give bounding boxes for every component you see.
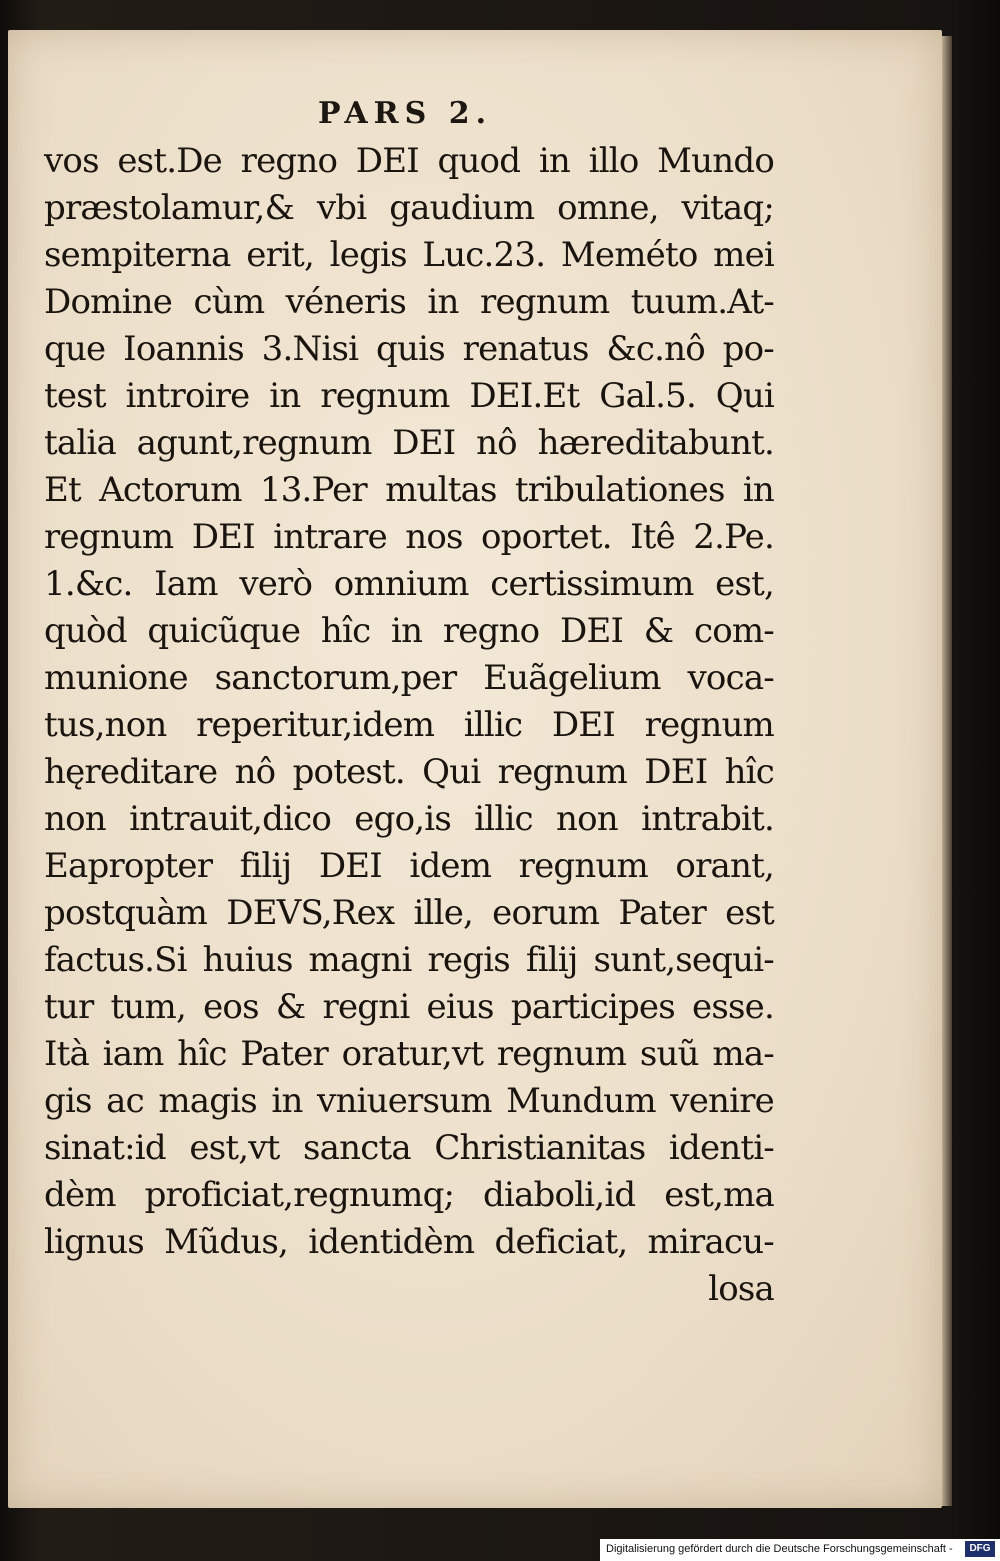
text-line: test introire in regnum DEI.Et Gal.5. Qui [44, 376, 774, 416]
text-line: postquàm DEVS,Rex ille, eorum Pater est [44, 893, 774, 933]
text-line: tus,non reperitur,idem illic DEI regnum [44, 705, 774, 745]
text-line: Ità iam hîc Pater oratur,vt regnum suũ ma- [44, 1034, 774, 1074]
text-line: sinat:id est,vt sancta Christianitas identi- [44, 1128, 774, 1168]
text-line: munione sanctorum,per Euãgelium voca- [44, 658, 774, 698]
text-line: factus.Si huius magni regis filij sunt,sequi- [44, 940, 774, 980]
text-line: tur tum, eos & regni eius participes esse. [44, 987, 774, 1027]
text-line: vos est.De regno DEI quod in illo Mundo [44, 141, 774, 181]
text-line: hęreditare nô potest. Qui regnum DEI hîc [44, 752, 774, 792]
text-line: 1.&c. Iam verò omnium certissimum est, [44, 564, 774, 604]
page-text [44, 138, 774, 1313]
running-header: PARS 2. [318, 96, 493, 131]
text-line: lignus Mũdus, identidèm deficiat, miracu- [44, 1222, 774, 1262]
text-line: que Ioannis 3.Nisi quis renatus &c.nô po- [44, 329, 774, 369]
text-line: talia agunt,regnum DEI nô hæreditabunt. [44, 423, 774, 463]
text-line: Eapropter filij DEI idem regnum orant, [44, 846, 774, 886]
text-line: Et Actorum 13.Per multas tribulationes in [44, 470, 774, 510]
page-edge [942, 36, 952, 1506]
funding-credit: Digitalisierung gefördert durch die Deutsche Forschungsgemeinschaft - [606, 1543, 953, 1555]
text-line: Domine cùm véneris in regnum tuum.At- [44, 282, 774, 322]
text-line: dèm proficiat,regnumq; diaboli,id est,ma [44, 1175, 774, 1215]
catchword: losa [708, 1269, 774, 1309]
dfg-logo: DFG [965, 1541, 995, 1557]
text-line: quòd quicũque hîc in regno DEI & com- [44, 611, 774, 651]
text-line: gis ac magis in vniuersum Mundum venire [44, 1081, 774, 1121]
text-line: non intrauit,dico ego,is illic non intrabit. [44, 799, 774, 839]
text-line: sempiterna erit, legis Luc.23. Meméto mei [44, 235, 774, 275]
text-line: regnum DEI intrare nos oportet. Itê 2.Pe. [44, 517, 774, 557]
text-line: præstolamur,& vbi gaudium omne, vitaq; [44, 188, 774, 228]
